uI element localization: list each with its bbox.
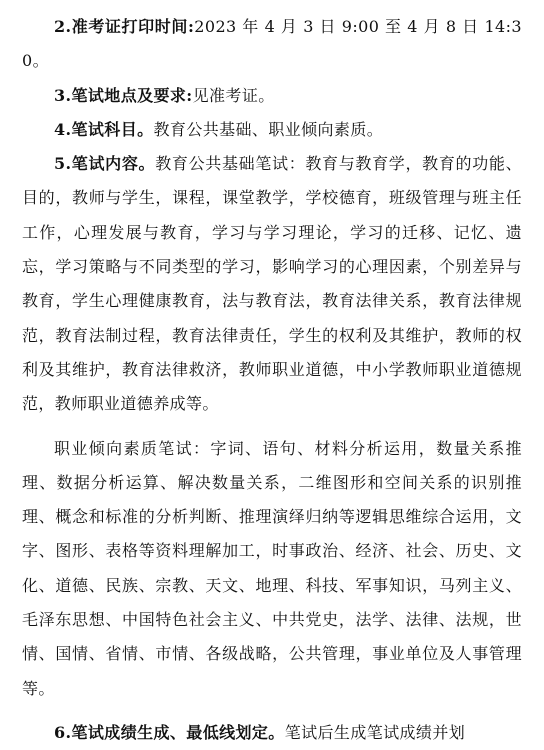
item-body: 2023 年 4 月 3 日 9:00 至 4 月 8 日 14:30。 <box>22 17 522 71</box>
item-exam-content <box>22 147 522 421</box>
item-score-generation <box>22 716 522 750</box>
item-heading: 4.笔试科目。 <box>54 119 154 139</box>
item-heading: 3.笔试地点及要求: <box>54 85 193 105</box>
item-body: 笔试后生成笔试成绩并划 <box>284 722 466 742</box>
item-heading: 5.笔试内容。 <box>54 154 156 174</box>
item-print-time <box>22 10 522 79</box>
item-heading: 6.笔试成绩生成、最低线划定。 <box>54 722 285 742</box>
item-body: 教育公共基础笔试：教育与教育学，教育的功能、目的，教师与学生，课程，课堂教学，学校德育，班级管理与班主任工作，心理发展与教育，学习与学习理论，学习的迁移、记忆、遗忘，学习策略与不同类型的学习，影响学习的心理因素，个别差异与教育，学生心理健康教育，法与教育法，教育法律关系，教育法律规范，教育法制过程，教育法律责任，学生的权利及其维护，教师的权利及其维护，教育法律救济，教师职业道德，中小学教师职业道德规范，教师职业道德养成等。 <box>22 154 522 414</box>
paragraph-vocational-aptitude: 职业倾向素质笔试：字词、语句、材料分析运用，数量关系推理、数据分析运算、解决数量关系，二维图形和空间关系的识别推理、概念和标准的分析判断、推理演绎归纳等逻辑思维综合运用，文字、图形、表格等资料理解加工，时事政治、经济、社会、历史、文化、道德、民族、宗教、天文、地理、科技、军事知识，马列主义、毛泽东思想、中国特色社会主义、中共党史，法学、法律、法规，世情、国情、省情、市情、各级战略，公共管理，事业单位及人事管理等。 <box>22 438 522 698</box>
item-body: 教育公共基础、职业倾向素质。 <box>153 119 384 139</box>
item-exam-location <box>22 79 522 113</box>
item-exam-subjects <box>22 113 522 147</box>
item-heading: 2.准考证打印时间: <box>54 17 195 36</box>
item-body: 见准考证。 <box>192 85 275 105</box>
